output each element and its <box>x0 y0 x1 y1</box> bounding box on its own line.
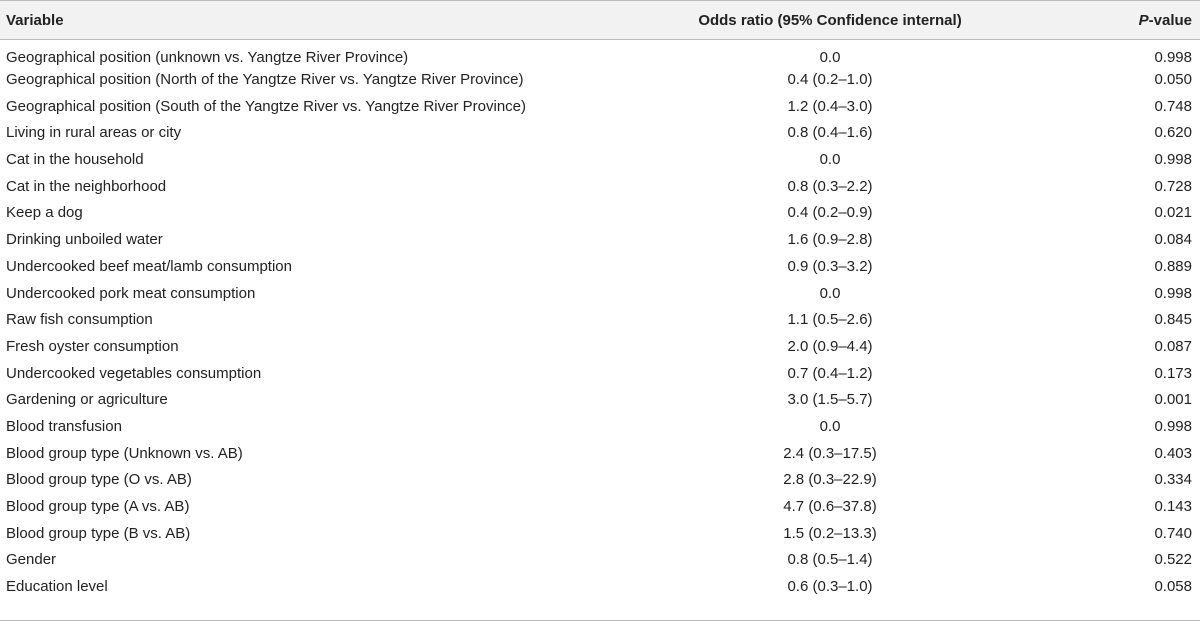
cell-p-value: 0.173 <box>1154 364 1192 382</box>
cell-p-value: 0.021 <box>1154 204 1192 222</box>
cell-p-value: 0.998 <box>1154 48 1192 66</box>
cell-variable: Keep a dog <box>6 204 83 222</box>
cell-p-value: 0.143 <box>1154 498 1192 516</box>
p-value-header-italic: P <box>1138 11 1149 29</box>
cell-variable: Geographical position (South of the Yangtze River vs. Yangtze River Province) <box>6 97 526 115</box>
table-row <box>0 120 1200 147</box>
table-bottom-rule <box>0 620 1200 621</box>
cell-p-value: 0.084 <box>1154 231 1192 249</box>
column-header-variable: Variable <box>6 11 64 29</box>
cell-p-value: 0.889 <box>1154 257 1192 275</box>
cell-odds-ratio: 1.6 (0.9–2.8) <box>787 231 873 249</box>
cell-p-value: 0.403 <box>1154 444 1192 462</box>
cell-p-value: 0.998 <box>1154 151 1192 169</box>
cell-odds-ratio: 0.9 (0.3–3.2) <box>787 257 873 275</box>
cell-odds-ratio: 1.2 (0.4–3.0) <box>787 97 873 115</box>
cell-p-value: 0.845 <box>1154 311 1192 329</box>
cell-odds-ratio: 0.8 (0.3–2.2) <box>787 177 873 195</box>
column-header-odds-ratio: Odds ratio (95% Confidence internal) <box>698 11 962 29</box>
cell-p-value: 0.058 <box>1154 578 1192 596</box>
cell-odds-ratio: 0.0 <box>819 284 841 302</box>
table-row <box>0 386 1200 413</box>
table-row <box>0 520 1200 547</box>
cell-odds-ratio: 0.7 (0.4–1.2) <box>787 364 873 382</box>
table-header <box>0 1 1200 40</box>
cell-odds-ratio: 2.0 (0.9–4.4) <box>787 337 873 355</box>
cell-p-value: 0.748 <box>1154 97 1192 115</box>
cell-variable: Blood group type (B vs. AB) <box>6 524 191 542</box>
table-row <box>0 93 1200 120</box>
cell-odds-ratio: 2.4 (0.3–17.5) <box>783 444 877 462</box>
cell-p-value: 0.087 <box>1154 337 1192 355</box>
table-row <box>0 467 1200 494</box>
table-row <box>0 280 1200 307</box>
table-row <box>0 573 1200 600</box>
table-row <box>0 360 1200 387</box>
cell-odds-ratio: 0.0 <box>819 417 841 435</box>
table-row <box>0 333 1200 360</box>
cell-odds-ratio: 4.7 (0.6–37.8) <box>783 498 877 516</box>
cell-variable: Blood group type (A vs. AB) <box>6 498 190 516</box>
table-row <box>0 547 1200 574</box>
cell-odds-ratio: 0.6 (0.3–1.0) <box>787 578 873 596</box>
header-row <box>0 1 1200 40</box>
table-row <box>0 413 1200 440</box>
table-row <box>0 226 1200 253</box>
table-row <box>0 253 1200 280</box>
cell-variable: Geographical position (North of the Yangtze River vs. Yangtze River Province) <box>6 71 524 89</box>
cell-odds-ratio: 1.1 (0.5–2.6) <box>787 311 873 329</box>
cell-variable: Drinking unboiled water <box>6 231 163 249</box>
cell-odds-ratio: 3.0 (1.5–5.7) <box>787 391 873 409</box>
cell-variable: Geographical position (unknown vs. Yangtze River Province) <box>6 48 409 66</box>
cell-variable: Living in rural areas or city <box>6 124 182 142</box>
cell-odds-ratio: 0.8 (0.4–1.6) <box>787 124 873 142</box>
table-body <box>0 40 1200 600</box>
cell-p-value: 0.050 <box>1154 71 1192 89</box>
cell-p-value: 0.001 <box>1154 391 1192 409</box>
p-value-header-suffix: -value <box>1148 11 1192 29</box>
table-row <box>0 440 1200 467</box>
cell-variable: Undercooked pork meat consumption <box>6 284 256 302</box>
table-row <box>0 66 1200 93</box>
table-row <box>0 40 1200 67</box>
cell-variable: Fresh oyster consumption <box>6 337 179 355</box>
cell-p-value: 0.998 <box>1154 417 1192 435</box>
cell-variable: Undercooked vegetables consumption <box>6 364 262 382</box>
cell-p-value: 0.620 <box>1154 124 1192 142</box>
cell-odds-ratio: 2.8 (0.3–22.9) <box>783 471 877 489</box>
cell-variable: Education level <box>6 578 108 596</box>
cell-p-value: 0.522 <box>1154 551 1192 569</box>
cell-odds-ratio: 1.5 (0.2–13.3) <box>783 524 877 542</box>
table-row <box>0 173 1200 200</box>
table-row <box>0 306 1200 333</box>
table-row <box>0 200 1200 227</box>
cell-p-value: 0.728 <box>1154 177 1192 195</box>
cell-odds-ratio: 0.4 (0.2–1.0) <box>787 71 873 89</box>
table-row <box>0 146 1200 173</box>
cell-variable: Raw fish consumption <box>6 311 153 329</box>
cell-p-value: 0.740 <box>1154 524 1192 542</box>
cell-variable: Blood group type (Unknown vs. AB) <box>6 444 243 462</box>
cell-variable: Blood group type (O vs. AB) <box>6 471 192 489</box>
cell-variable: Gender <box>6 551 57 569</box>
cell-odds-ratio: 0.0 <box>819 151 841 169</box>
cell-p-value: 0.334 <box>1154 471 1192 489</box>
column-header-p-value <box>1020 1 1200 40</box>
cell-odds-ratio: 0.0 <box>819 48 841 66</box>
table-row <box>0 493 1200 520</box>
cell-variable: Cat in the household <box>6 151 144 169</box>
cell-p-value: 0.998 <box>1154 284 1192 302</box>
cell-variable: Gardening or agriculture <box>6 391 168 409</box>
cell-odds-ratio: 0.4 (0.2–0.9) <box>787 204 873 222</box>
cell-variable: Blood transfusion <box>6 417 122 435</box>
cell-odds-ratio: 0.8 (0.5–1.4) <box>787 551 873 569</box>
cell-variable: Cat in the neighborhood <box>6 177 167 195</box>
cell-variable: Undercooked beef meat/lamb consumption <box>6 257 292 275</box>
